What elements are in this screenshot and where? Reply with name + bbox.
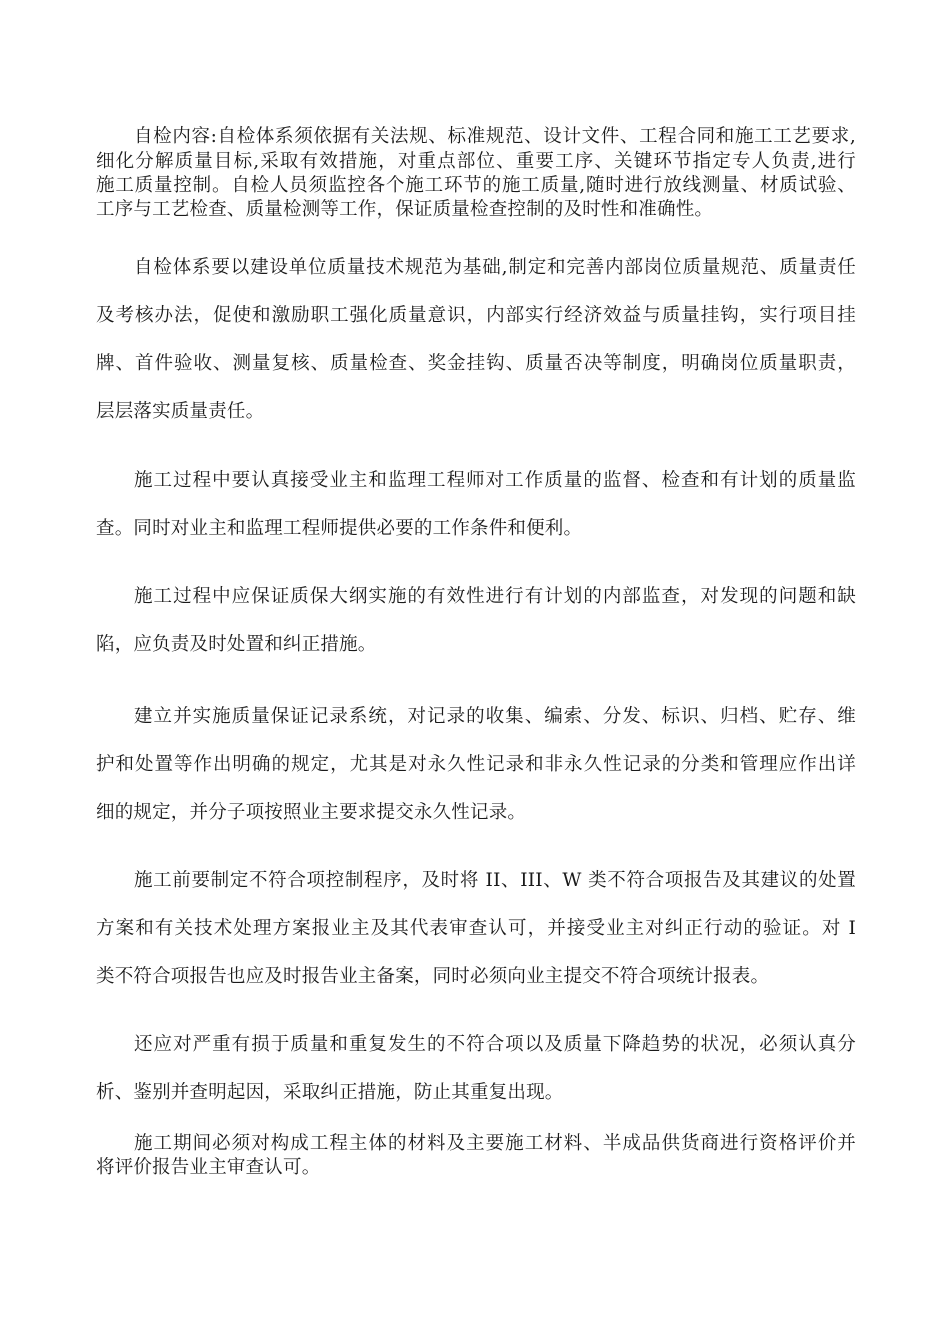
paragraph-line: 还应对严重有损于质量和重复发生的不符合项以及质量下降趋势的状况，必须认真分 — [134, 1034, 856, 1055]
paragraph-line: 施工过程中应保证质保大纲实施的有效性进行有计划的内部监查，对发现的问题和缺 — [134, 586, 856, 607]
paragraph-line: 自检内容:自检体系须依据有关法规、标准规范、设计文件、工程合同和施工工艺要求, — [134, 126, 856, 147]
paragraph-line: 牌、首件验收、测量复核、质量检查、奖金挂钩、质量否决等制度，明确岗位质量职责， — [96, 353, 856, 374]
paragraph-line: 施工过程中要认真接受业主和监理工程师对工作质量的监督、检查和有计划的质量监 — [134, 470, 856, 491]
paragraph-line: 析、鉴别并查明起因，采取纠正措施，防止其重复出现。 — [96, 1082, 564, 1103]
paragraph-line: 及考核办法，促使和激励职工强化质量意识，内部实行经济效益与质量挂钩，实行项目挂 — [96, 305, 856, 326]
paragraph-line: 细化分解质量目标,采取有效措施，对重点部位、重要工序、关键环节指定专人负责,进行 — [96, 151, 856, 172]
paragraph-line: 施工质量控制。自检人员须监控各个施工环节的施工质量,随时进行放线测量、材质试验、 — [96, 175, 856, 196]
paragraph-line: 细的规定，并分子项按照业主要求提交永久性记录。 — [96, 802, 527, 823]
paragraph-line: 查。同时对业主和监理工程师提供必要的工作条件和便利。 — [96, 518, 583, 539]
paragraph-line: 护和处置等作出明确的规定，尤其是对永久性记录和非永久性记录的分类和管理应作出详 — [96, 754, 856, 775]
paragraph-line: 将评价报告业主审查认可。 — [96, 1157, 321, 1178]
paragraph-line: 类不符合项报告也应及时报告业主备案，同时必须向业主提交不符合项统计报表。 — [96, 966, 770, 987]
paragraph-line: 自检体系要以建设单位质量技术规范为基础,制定和完善内部岗位质量规范、质量责任 — [134, 257, 856, 278]
paragraph-line: 施工期间必须对构成工程主体的材料及主要施工材料、半成品供货商进行资格评价并 — [134, 1133, 856, 1154]
paragraph-line: 层层落实质量责任。 — [96, 401, 265, 422]
paragraph-line: 建立并实施质量保证记录系统，对记录的收集、编索、分发、标识、归档、贮存、维 — [134, 706, 856, 727]
paragraph-line: 施工前要制定不符合项控制程序，及时将 II、III、W 类不符合项报告及其建议的处置 — [134, 870, 856, 891]
paragraph-line: 工序与工艺检查、质量检测等工作，保证质量检查控制的及时性和准确性。 — [96, 199, 714, 220]
paragraph-line: 方案和有关技术处理方案报业主及其代表审查认可，并接受业主对纠正行动的验证。对 I — [96, 918, 856, 939]
paragraph-line: 陷，应负责及时处置和纠正措施。 — [96, 634, 377, 655]
